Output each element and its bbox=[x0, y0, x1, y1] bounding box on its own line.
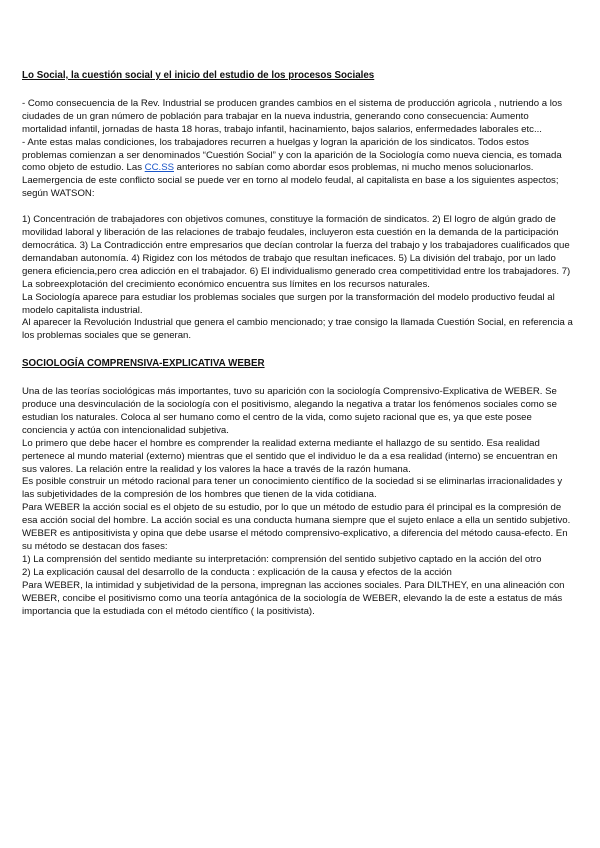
section2-title: SOCIOLOGÍA COMPRENSIVA-EXPLICATIVA WEBER bbox=[22, 358, 265, 370]
section1-paragraph-5: Al aparecer la Revolución Industrial que genera el cambio mencionado; y trae consigo la llamada Cuestión Social, en referencia a los problemas sociales que se generan. bbox=[22, 317, 573, 342]
section2-paragraph-2: Lo primero que debe hacer el hombre es comprender la realidad externa mediante el hallazgo de su sentido. Esa realidad pertenece al mundo material (externo) mientras que el sentido que el individuo le da a esa realidad (interno) se encuentran en sus valores. La relación entre la realidad y los valores la hace a través de la razón humana. bbox=[22, 437, 558, 475]
spacer bbox=[22, 201, 574, 214]
section1-paragraph-2-start: - Ante estas malas condiciones, los trabajadores recurren a huelgas y logran la aparición de los sindicatos. Todos estos problemas comienzan a ser denominados “Cuestión Social” y con la aparición de la Sociología como nueva ciencia, es tomada como objeto de estudio. Las bbox=[22, 136, 562, 174]
section2-paragraph-4: Para WEBER la acción social es el objeto de su estudio, por lo que un método de estudio para él principal es la compresión de esa acción social del hombre. La acción social es una conducta humana siempre que el sujeto enlace a ella un sentido subjetivo. WEBER es antipositivista y opina que debe usarse el método comprensivo-explicativo, a diferencia del método causa-efecto. En su método se destacan dos fases: bbox=[22, 502, 571, 552]
section1-paragraph-2-end: anteriores no sabían como abordar esos problemas, ni mucho menos solucionarlos. Laemergencia de este conflicto social se puede ver en torno al modelo feudal, al capitalista en base a los siguientes aspectos; según WATSON: bbox=[22, 162, 559, 200]
ccss-link[interactable]: CC.SS bbox=[144, 162, 174, 174]
section1-paragraph-2 bbox=[22, 137, 574, 202]
section1-title: Lo Social, la cuestión social y el inicio del estudio de los procesos Sociales bbox=[22, 70, 375, 81]
section2-paragraph-5: 1) La comprensión del sentido mediante su interpretación: comprensión del sentido subjetivo captado en la acción del otro bbox=[22, 553, 542, 565]
section2-paragraph-6: 2) La explicación causal del desarrollo de la conducta : explicación de la causa y efectos de la acción bbox=[22, 566, 452, 578]
section1-paragraph-3: 1) Concentración de trabajadores con objetivos comunes, constituye la formación de sindicatos. 2) El logro de algún grado de movilidad laboral y liberación de las relaciones de trabajo feudales, incluyeron esta cuestión en la demanda de la participación democrática. 3) La Contradicción entre empresarios que decían controlar la fuerza del trabajo y los trabajadores cualificados que demandaban autonomía. 4) Rigidez con los métodos de trabajo que resultan ineficaces. 5) La división del trabajo, por un lado genera eficiencia,pero crea adicción en el trabajador. 6) El individualismo generado crea competitividad entre los trabajadores. 7) La sobreexplotación del crecimiento económico encuentra sus límites en los recursos naturales. bbox=[22, 214, 571, 290]
section1-paragraph-4: La Sociología aparece para estudiar los problemas sociales que surgen por la transformación del modelo productivo feudal al modelo capitalista industrial. bbox=[22, 291, 555, 316]
document-page bbox=[22, 70, 574, 618]
section2-paragraph-7: Para WEBER, la intimidad y subjetividad de la persona, impregnan las acciones sociales. Para DILTHEY, en una alineación con WEBER, concibe el positivismo como una teoría antagónica de la sociología de WEBER, elevando la de este a estatus de más importancia que la estudiada con el método científico ( la positivista). bbox=[22, 579, 565, 617]
section2-paragraph-1: Una de las teorías sociológicas más importantes, tuvo su aparición con la sociología Comprensivo-Explicativa de WEBER. Se produce una desvinculación de la sociología con el positivismo, alegando la negativa a tratar los fenómenos sociales como se estudian los naturales. Coloca al ser humano como el centro de la vida, como sujeto racional que es, ya que este posee conciencia y actúa con intencionalidad subjetiva. bbox=[22, 386, 557, 436]
section1-paragraph-1: - Como consecuencia de la Rev. Industrial se producen grandes cambios en el sistema de producción agricola , nutriendo a los ciudades de un gran número de población para trabajar en la nueva industria, generando cono consecuencia: Aumento mortalidad infantil, jornadas de hasta 18 horas, trabajo infantil, hacinamiento, bajos salarios, enfermedades laborales etc... bbox=[22, 97, 563, 135]
section2-paragraph-3: Es posible construir un método racional para tener un conocimiento científico de la sociedad si se eliminarlas irracionalidades y las subjetividades de la compresión de los hombres que tienen de la vida cotidiana. bbox=[22, 476, 563, 501]
spacer bbox=[22, 343, 574, 358]
